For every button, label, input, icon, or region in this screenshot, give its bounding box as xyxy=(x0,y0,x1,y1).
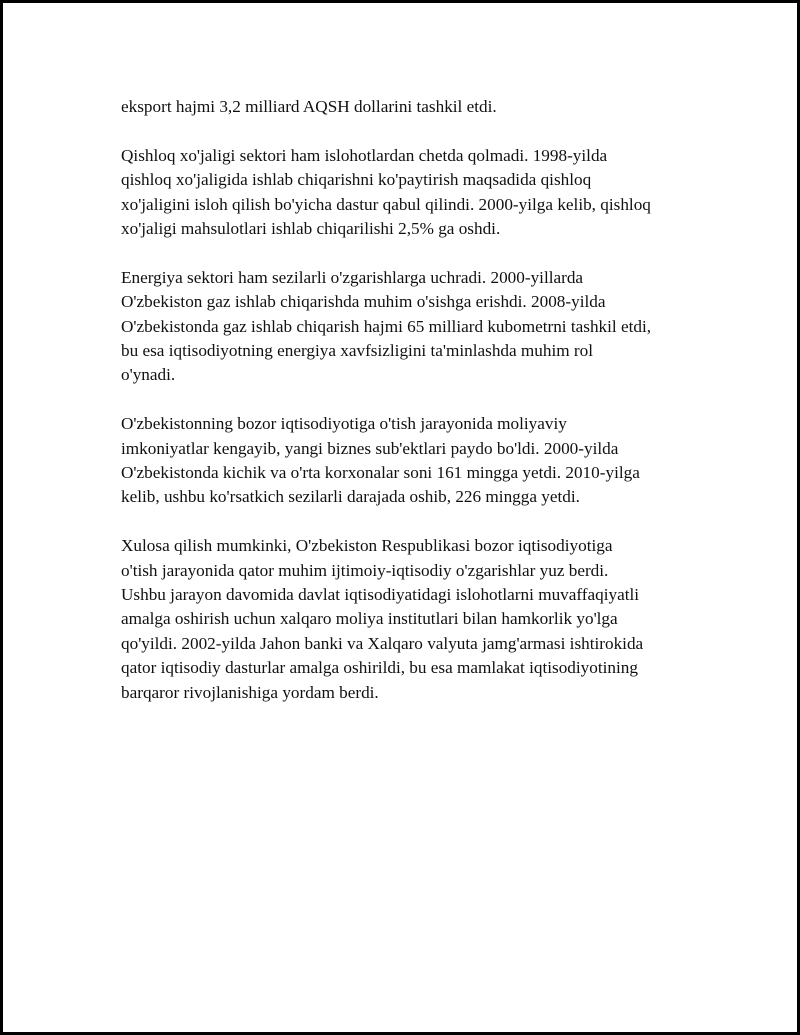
paragraph-conclusion xyxy=(121,534,721,705)
text-line: Ushbu jarayon davomida davlat iqtisodiyatidagi islohotlarni muvaffaqiyatli xyxy=(121,585,640,605)
text-line: eksport hajmi 3,2 milliard AQSH dollarini tashkil etdi. xyxy=(121,97,497,116)
text-line: Xulosa qilish mumkinki, O'zbekiston Respublikasi bozor iqtisodiyotiga xyxy=(121,536,613,556)
text-line: O'zbekistonda kichik va o'rta korxonalar soni 161 mingga yetdi. 2010-yilga xyxy=(121,463,640,483)
text-line: qo'yildi. 2002-yilda Jahon banki va Xalqaro valyuta jamg'armasi ishtirokida xyxy=(121,633,644,653)
paragraph-energy xyxy=(121,266,721,388)
text-line: xo'jaligini isloh qilish bo'yicha dastur qabul qilindi. 2000-yilga kelib, qishloq xyxy=(121,194,651,214)
text-line: O'zbekistonning bozor iqtisodiyotiga o'tish jarayonida moliyaviy xyxy=(121,414,567,434)
text-line: qishloq xo'jaligida ishlab chiqarishni ko'paytirish maqsadida qishloq xyxy=(121,170,592,190)
text-line: amalga oshirish uchun xalqaro moliya institutlari bilan hamkorlik yo'lga xyxy=(121,609,618,629)
text-line: Qishloq xo'jaligi sektori ham islohotlardan chetda qolmadi. 1998-yilda xyxy=(121,145,608,165)
text-line: O'zbekistonda gaz ishlab chiqarish hajmi 65 milliard kubometrni tashkil etdi, xyxy=(121,316,652,336)
paragraph-agriculture xyxy=(121,144,721,242)
text-line: O'zbekiston gaz ishlab chiqarishda muhim o'sishga erishdi. 2008-yilda xyxy=(121,292,606,312)
text-line: barqaror rivojlanishiga yordam berdi. xyxy=(121,682,379,702)
text-line: bu esa iqtisodiyotning energiya xavfsizligini ta'minlashda muhim rol xyxy=(121,341,594,361)
paragraph-export-volume xyxy=(121,95,721,119)
text-line: xo'jaligi mahsulotlari ishlab chiqarilishi 2,5% ga oshdi. xyxy=(121,219,501,239)
text-line: o'ynadi. xyxy=(121,365,176,385)
text-line: imkoniyatlar kengayib, yangi biznes sub'ektlari paydo bo'ldi. 2000-yilda xyxy=(121,438,619,458)
text-line: qator iqtisodiy dasturlar amalga oshirildi, bu esa mamlakat iqtisodiyotining xyxy=(121,658,638,678)
document-body xyxy=(121,95,721,729)
text-line: o'tish jarayonida qator muhim ijtimoiy-iqtisodiy o'zgarishlar yuz berdi. xyxy=(121,560,609,580)
text-line: kelib, ushbu ko'rsatkich sezilarli darajada oshib, 226 mingga yetdi. xyxy=(121,487,580,507)
paragraph-business xyxy=(121,412,721,510)
text-line: Energiya sektori ham sezilarli o'zgarishlarga uchradi. 2000-yillarda xyxy=(121,267,584,287)
